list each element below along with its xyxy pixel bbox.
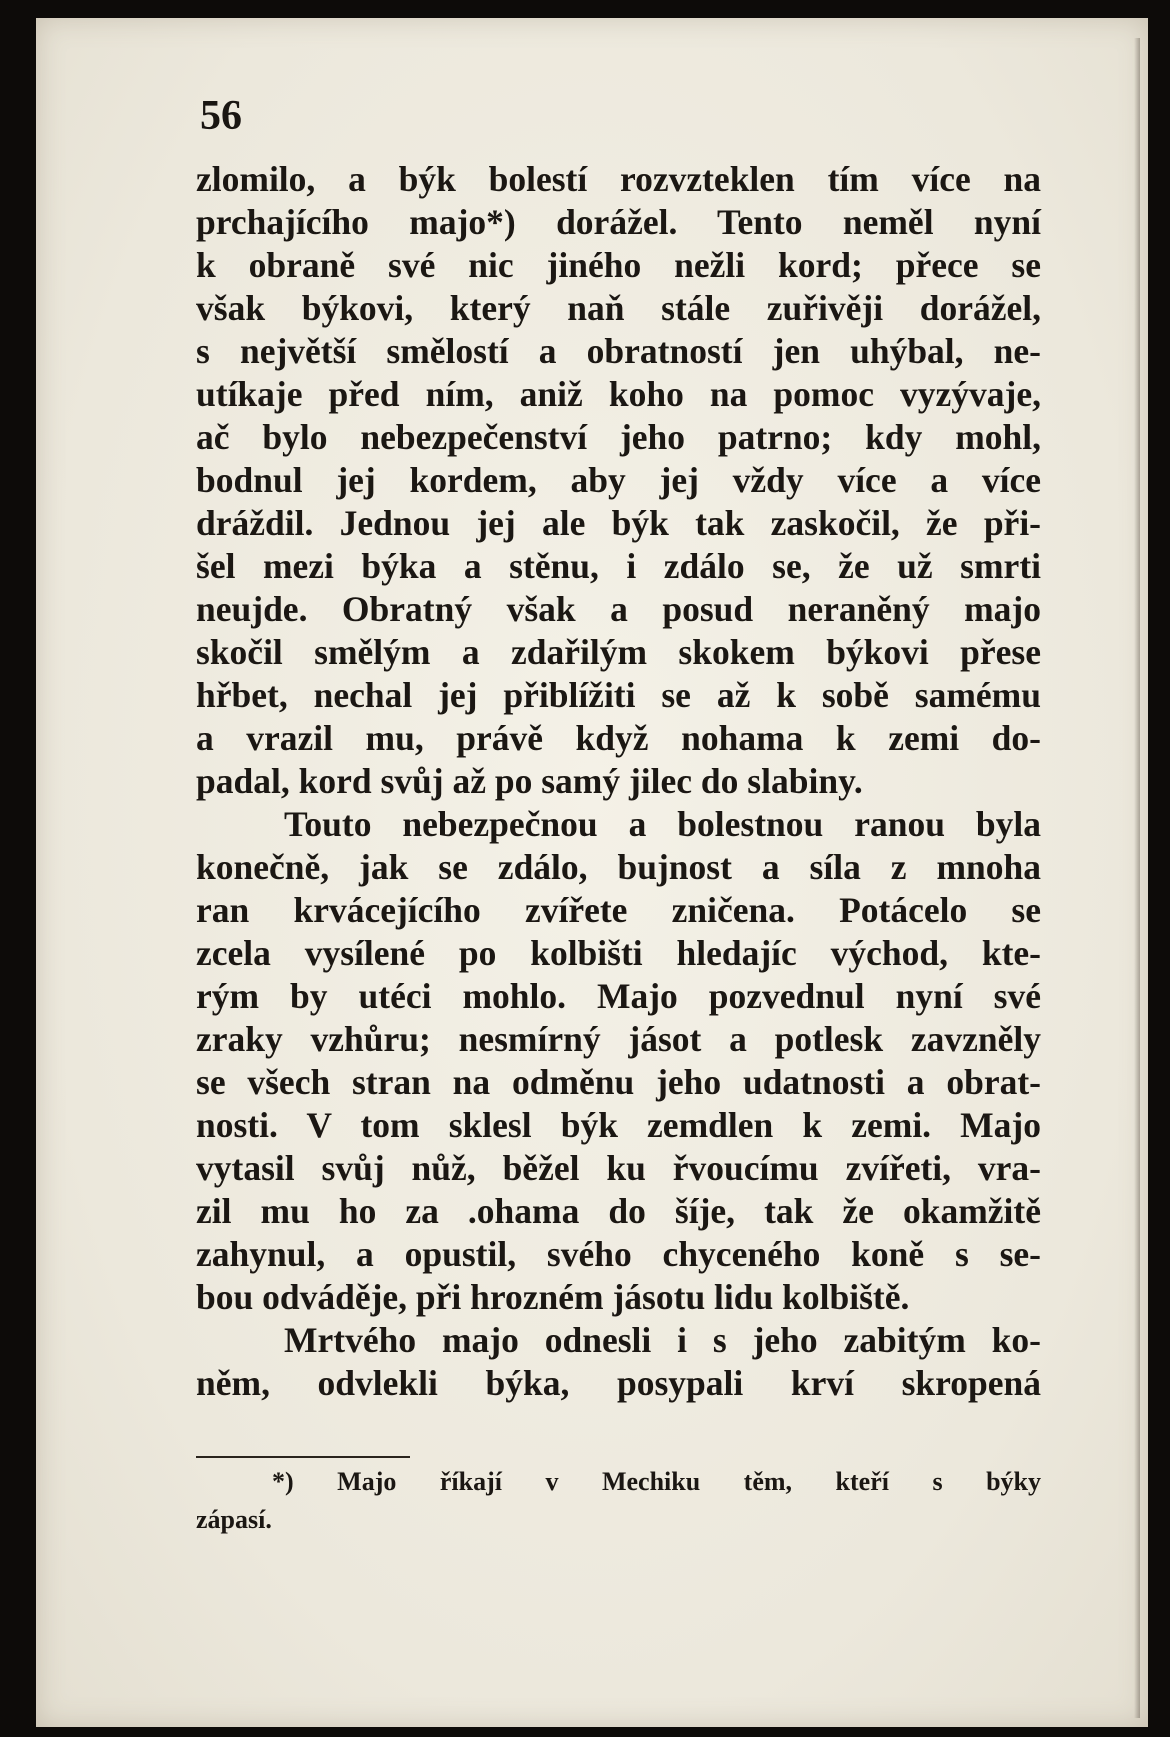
text-line: hřbet, nechal jej přiblížiti se až k sobě samému — [196, 675, 1041, 715]
text-line: rým by utéci mohlo. Majo pozvednul nyní své — [196, 976, 1041, 1016]
text-line: utíkaje před ním, aniž koho na pomoc vyzývaje, — [196, 374, 1041, 414]
footnote-divider — [196, 1456, 410, 1458]
paragraph-end-line: padal, kord svůj až po samý jilec do slabiny. — [196, 761, 863, 801]
text-line: bodnul jej kordem, aby jej vždy více a více — [196, 460, 1041, 500]
text-line: neujde. Obratný však a posud neraněný majo — [196, 589, 1041, 629]
text-line: k obraně své nic jiného nežli kord; přece se — [196, 245, 1041, 285]
text-line: se všech stran na odměnu jeho udatnosti a obrat- — [196, 1062, 1041, 1102]
text-line: s největší smělostí a obratností jen uhýbal, ne- — [196, 331, 1041, 371]
text-line: něm, odvlekli býka, posypali krví skropená — [196, 1363, 1041, 1403]
text-line: nosti. V tom sklesl býk zemdlen k zemi. Majo — [196, 1105, 1041, 1145]
text-line: dráždil. Jednou jej ale býk tak zaskočil, že při- — [196, 503, 1041, 543]
text-line: konečně, jak se zdálo, bujnost a síla z mnoha — [196, 847, 1041, 887]
footnote — [196, 1463, 1041, 1539]
text-line: zlomilo, a býk bolestí rozvzteklen tím více na — [196, 159, 1041, 199]
paragraph-end-line: bou odváděje, při hrozném jásotu lidu kolbiště. — [196, 1277, 910, 1317]
text-line: prchajícího majo*) dorážel. Tento neměl nyní — [196, 202, 1041, 242]
text-line: a vrazil mu, právě když nohama k zemi do- — [196, 718, 1041, 758]
footnote-line: zápasí. — [196, 1505, 272, 1534]
paragraph-start-line: Mrtvého majo odnesli i s jeho zabitým ko- — [284, 1320, 1041, 1360]
text-line: vytasil svůj nůž, běžel ku řvoucímu zvířeti, vra- — [196, 1148, 1041, 1188]
text-line: ač bylo nebezpečenství jeho patrno; kdy mohl, — [196, 417, 1041, 457]
text-line: šel mezi býka a stěnu, i zdálo se, že už smrti — [196, 546, 1041, 586]
paragraph-start-line: Touto nebezpečnou a bolestnou ranou byla — [284, 804, 1041, 844]
text-line: zcela vysílené po kolbišti hledajíc východ, kte- — [196, 933, 1041, 973]
body-text — [196, 158, 1041, 1405]
text-line: zraky vzhůru; nesmírný jásot a potlesk zavzněly — [196, 1019, 1041, 1059]
page-gutter-shadow — [1134, 38, 1140, 1718]
footnote-line: *) Majo říkají v Mechiku těm, kteří s býky — [272, 1467, 1041, 1496]
text-line: zil mu ho za .ohama do šíje, tak že okamžitě — [196, 1191, 1041, 1231]
text-line: však býkovi, který naň stále zuřivěji dorážel, — [196, 288, 1041, 328]
text-line: zahynul, a opustil, svého chyceného koně s se- — [196, 1234, 1041, 1274]
text-line: skočil smělým a zdařilým skokem býkovi přese — [196, 632, 1041, 672]
text-line: ran krvácejícího zvířete zničena. Potácelo se — [196, 890, 1041, 930]
page-number: 56 — [200, 93, 242, 139]
